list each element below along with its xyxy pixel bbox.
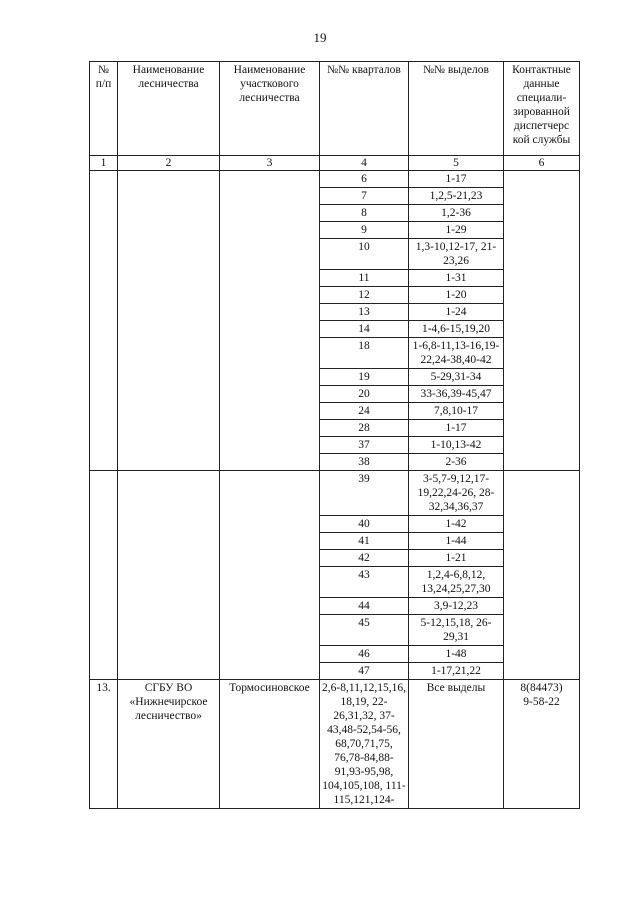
contact-phone-number: 9-58-22 bbox=[523, 696, 560, 708]
quarter-cell: 28 bbox=[320, 420, 409, 437]
sections-cell: 1-48 bbox=[409, 646, 504, 663]
quarter-cell: 19 bbox=[320, 369, 409, 386]
forestry-org-type: СГБУ ВО bbox=[144, 682, 193, 694]
column-number: 2 bbox=[118, 156, 220, 171]
sections-cell: 1-17 bbox=[409, 171, 504, 188]
column-number-row bbox=[90, 156, 580, 171]
sections-cell: 5-29,31-34 bbox=[409, 369, 504, 386]
sections-cell: 2-36 bbox=[409, 454, 504, 471]
sections-cell: 33-36,39-45,47 bbox=[409, 386, 504, 403]
contact-phone-code: 8(84473) bbox=[520, 682, 563, 694]
table-row-entry-13 bbox=[90, 680, 580, 809]
sections-cell: 1-29 bbox=[409, 222, 504, 239]
quarter-cell: 14 bbox=[320, 321, 409, 338]
quarter-cell: 7 bbox=[320, 188, 409, 205]
column-number: 3 bbox=[220, 156, 320, 171]
table-row bbox=[90, 171, 580, 188]
group2-empty-col1 bbox=[90, 471, 118, 680]
quarter-cell: 42 bbox=[320, 550, 409, 567]
sections-cell: 1,2,4-6,8,12, 13,24,25,27,30 bbox=[409, 567, 504, 598]
sections-cell: 1,2-36 bbox=[409, 205, 504, 222]
sections-cell: 3,9-12,23 bbox=[409, 598, 504, 615]
column-number: 6 bbox=[504, 156, 580, 171]
sections-cell: 5-12,15,18, 26-29,31 bbox=[409, 615, 504, 646]
quarter-cell: 20 bbox=[320, 386, 409, 403]
sections-cell: 1-21 bbox=[409, 550, 504, 567]
sections-cell: 1-20 bbox=[409, 287, 504, 304]
sections-cell: Все выделы bbox=[409, 680, 504, 809]
table-row bbox=[90, 471, 580, 516]
quarter-cell: 41 bbox=[320, 533, 409, 550]
header-cell-quarters: №№ кварталов bbox=[320, 62, 409, 156]
quarter-cell: 45 bbox=[320, 615, 409, 646]
group1-empty-col3 bbox=[220, 171, 320, 471]
header-cell-contact: Контактные данные специали-зированной диспетчерс кой службы bbox=[504, 62, 580, 156]
group2-empty-col2 bbox=[118, 471, 220, 680]
header-cell-forestry: Наименование лесничества bbox=[118, 62, 220, 156]
quarter-cell: 37 bbox=[320, 437, 409, 454]
contact-cell bbox=[504, 680, 580, 809]
quarter-cell: 39 bbox=[320, 471, 409, 516]
group1-empty-col1 bbox=[90, 171, 118, 471]
column-number: 4 bbox=[320, 156, 409, 171]
quarter-cell: 9 bbox=[320, 222, 409, 239]
quarter-cell: 46 bbox=[320, 646, 409, 663]
quarter-cell: 10 bbox=[320, 239, 409, 270]
quarter-cell: 18 bbox=[320, 338, 409, 369]
sections-cell: 1-42 bbox=[409, 516, 504, 533]
page-number: 19 bbox=[313, 30, 327, 45]
quarter-cell: 8 bbox=[320, 205, 409, 222]
sections-cell: 1-10,13-42 bbox=[409, 437, 504, 454]
quarter-cell: 47 bbox=[320, 663, 409, 680]
group2-empty-col6 bbox=[504, 471, 580, 680]
forestry-name-cell bbox=[118, 680, 220, 809]
header-row bbox=[90, 62, 580, 156]
quarter-cell: 13 bbox=[320, 304, 409, 321]
quarter-cell: 40 bbox=[320, 516, 409, 533]
sections-cell: 7,8,10-17 bbox=[409, 403, 504, 420]
column-number: 1 bbox=[90, 156, 118, 171]
district-cell: Тормосиновское bbox=[220, 680, 320, 809]
sections-cell: 3-5,7-9,12,17-19,22,24-26, 28-32,34,36,37 bbox=[409, 471, 504, 516]
quarter-cell: 38 bbox=[320, 454, 409, 471]
entry-number-cell: 13. bbox=[90, 680, 118, 809]
forestry-name: «Нижнечирское лесничество» bbox=[129, 696, 208, 722]
group2-empty-col3 bbox=[220, 471, 320, 680]
sections-cell: 1-17,21,22 bbox=[409, 663, 504, 680]
sections-cell: 1,2,5-21,23 bbox=[409, 188, 504, 205]
quarter-cell: 11 bbox=[320, 270, 409, 287]
header-cell-district: Наименование участкового лесничества bbox=[220, 62, 320, 156]
quarter-cell: 44 bbox=[320, 598, 409, 615]
sections-cell: 1,3-10,12-17, 21-23,26 bbox=[409, 239, 504, 270]
group1-empty-col6 bbox=[504, 171, 580, 471]
quarter-cell: 6 bbox=[320, 171, 409, 188]
sections-cell: 1-31 bbox=[409, 270, 504, 287]
sections-cell: 1-24 bbox=[409, 304, 504, 321]
header-cell-number: № п/п bbox=[90, 62, 118, 156]
sections-cell: 1-6,8-11,13-16,19-22,24-38,40-42 bbox=[409, 338, 504, 369]
sections-cell: 1-4,6-15,19,20 bbox=[409, 321, 504, 338]
header-cell-sections: №№ выделов bbox=[409, 62, 504, 156]
group1-empty-col2 bbox=[118, 171, 220, 471]
sections-cell: 1-44 bbox=[409, 533, 504, 550]
column-number: 5 bbox=[409, 156, 504, 171]
sections-cell: 1-17 bbox=[409, 420, 504, 437]
quarter-cell: 24 bbox=[320, 403, 409, 420]
quarters-cell: 2,6-8,11,12,15,16, 18,19, 22-26,31,32, 37-43,48-52,54-56, 68,70,71,75, 76,78-84,88-91,93-95,98, 104,105,108, 111-115,121,124- bbox=[320, 680, 409, 809]
quarter-cell: 43 bbox=[320, 567, 409, 598]
forestry-table bbox=[89, 61, 580, 809]
quarter-cell: 12 bbox=[320, 287, 409, 304]
